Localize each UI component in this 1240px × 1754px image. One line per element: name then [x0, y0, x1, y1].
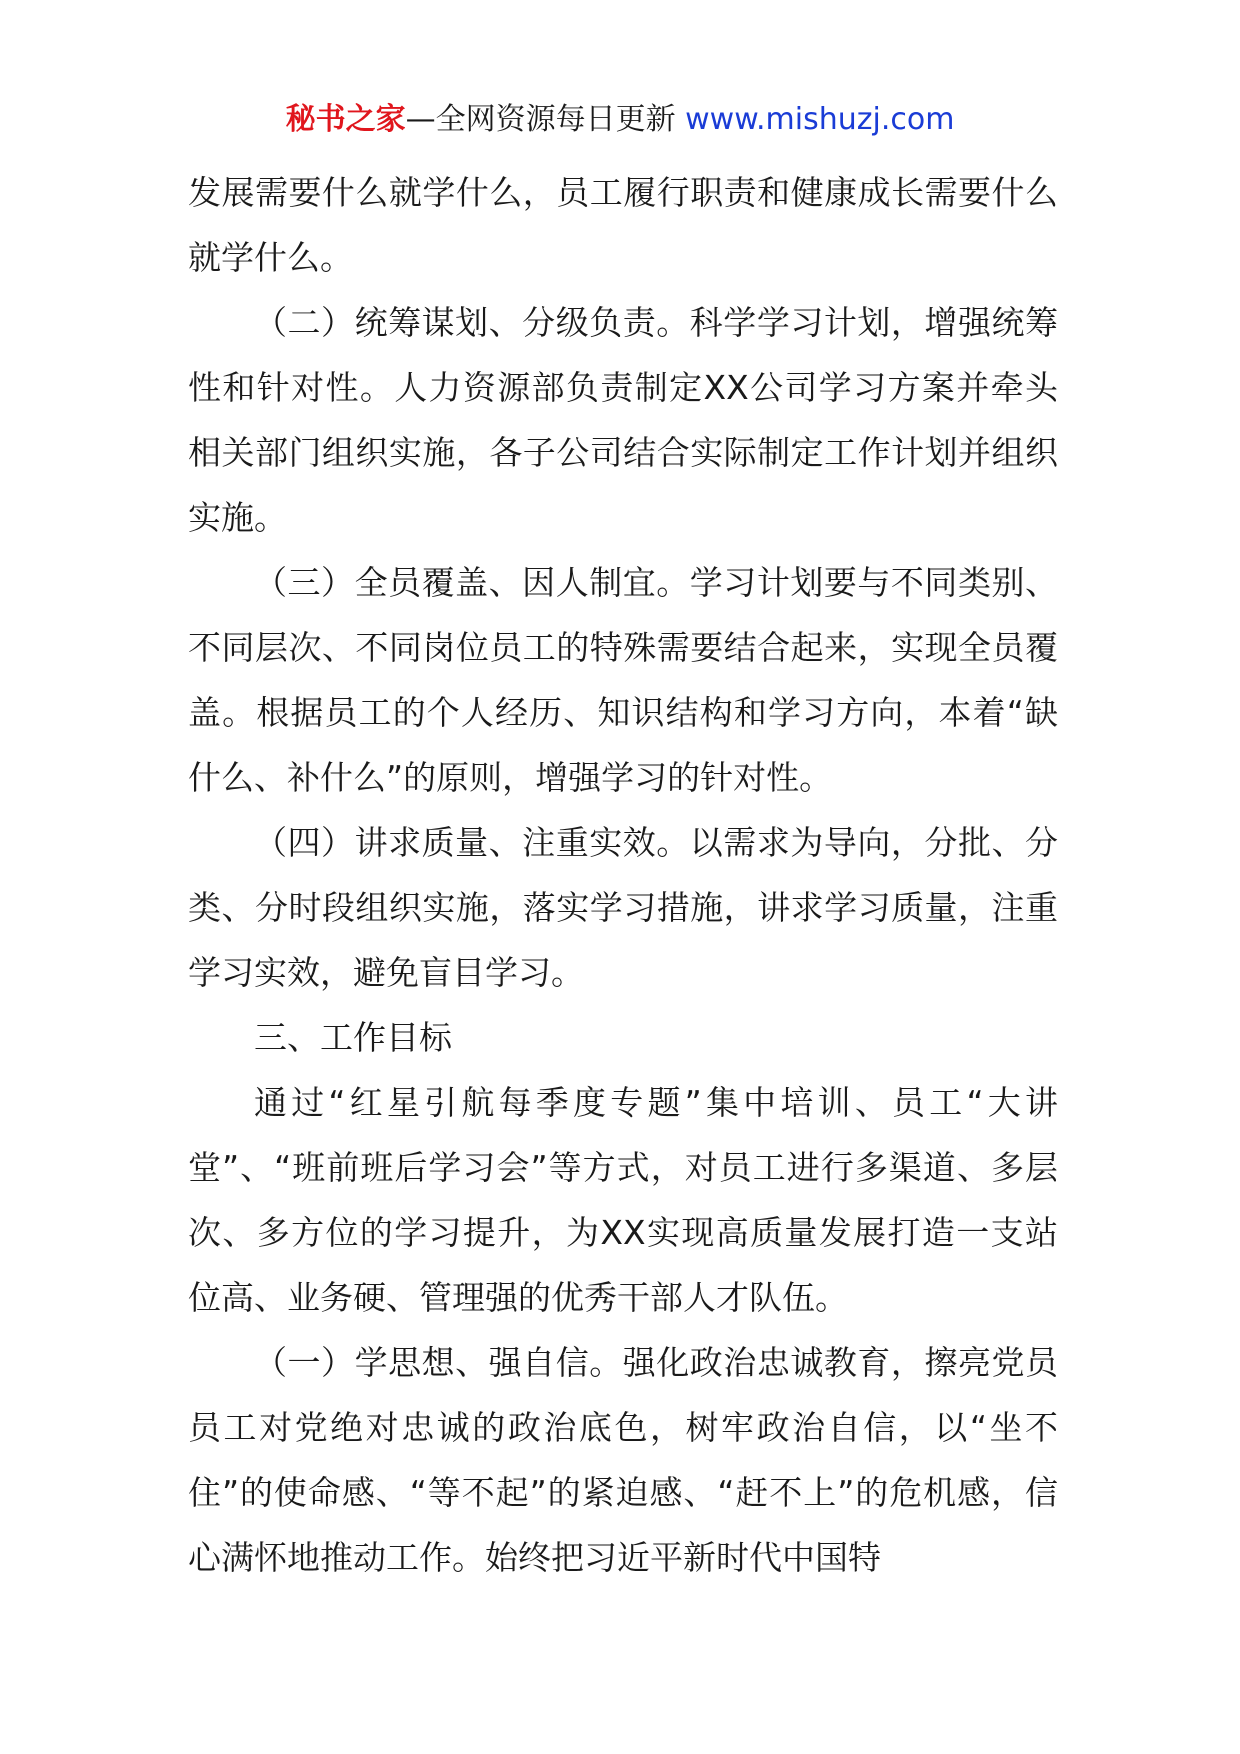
brand-name: 秘书之家	[285, 102, 406, 137]
paragraph-goals-intro: 通过“红星引航每季度专题”集中培训、员工“大讲堂”、“班前班后学习会”等方式，对员工进行多渠道、多层次、多方位的学习提升，为XX实现高质量发展打造一支站位高、业务硬、管理强的优秀干部人才队伍。	[188, 1083, 1058, 1317]
site-url-link[interactable]: www.mishuzj.com	[685, 102, 955, 137]
section-heading-goals: 三、工作目标	[254, 1018, 452, 1057]
header-tagline: —全网资源每日更新	[405, 102, 676, 137]
document-body	[188, 160, 1058, 1590]
site-header	[0, 100, 1240, 140]
paragraph-item-2: （二）统筹谋划、分级负责。科学学习计划，增强统筹性和针对性。人力资源部负责制定XX公司学习方案并牵头相关部门组织实施，各子公司结合实际制定工作计划并组织实施。	[188, 303, 1058, 537]
paragraph-item-4: （四）讲求质量、注重实效。以需求为导向，分批、分类、分时段组织实施，落实学习措施，讲求学习质量，注重学习实效，避免盲目学习。	[188, 823, 1058, 992]
paragraph-item-3: （三）全员覆盖、因人制宜。学习计划要与不同类别、不同层次、不同岗位员工的特殊需要结合起来，实现全员覆盖。根据员工的个人经历、知识结构和学习方向，本着“缺什么、补什么”的原则，增强学习的针对性。	[188, 563, 1058, 797]
paragraph-goal-1: （一）学思想、强自信。强化政治忠诚教育，擦亮党员员工对党绝对忠诚的政治底色，树牢政治自信，以“坐不住”的使命感、“等不起”的紧迫感、“赶不上”的危机感，信心满怀地推动工作。始终把习近平新时代中国特	[188, 1343, 1058, 1577]
paragraph-continuation: 发展需要什么就学什么，员工履行职责和健康成长需要什么就学什么。	[188, 173, 1058, 277]
